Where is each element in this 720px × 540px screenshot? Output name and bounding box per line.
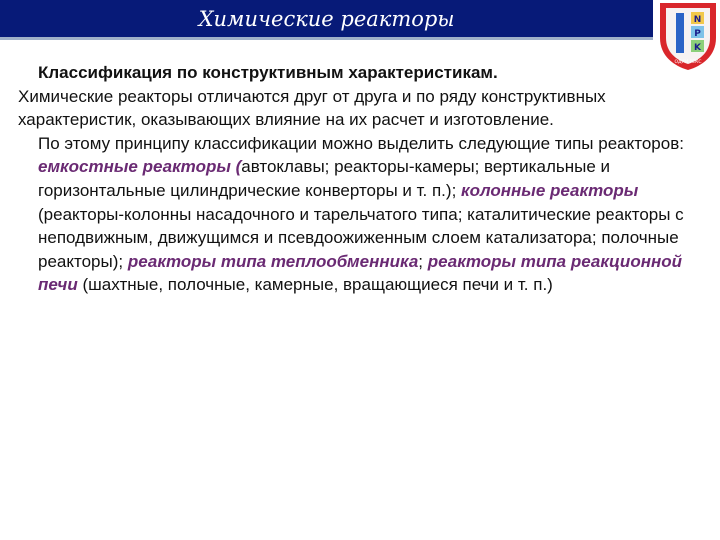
type-capacitive-reactors: емкостные реакторы (: [38, 157, 242, 177]
logo-caption: ОДУМ РЕКС: [674, 60, 702, 65]
types-paragraph: [18, 132, 708, 297]
slide-title: Химические реакторы: [198, 7, 455, 31]
logo-letter-n: N: [693, 15, 702, 25]
type-heat-exchanger-reactors: реакторы типа теплообменника: [127, 251, 419, 271]
type-column-reactors: колонные реакторы: [461, 180, 639, 200]
types-intro: По этому принципу классификации можно выделить следующие типы реакторов:: [38, 133, 684, 153]
classification-heading: Классификация по конструктивным характеристикам.: [38, 63, 498, 82]
type-separator: ;: [418, 251, 428, 271]
logo-letter-k: K: [694, 43, 701, 53]
logo-letter-p: P: [694, 29, 701, 39]
type-column-desc: (реакторы-колонны насадочного и тарельчатого типа; каталитические реакторы с неподвижным, движущимся и псевдоожиженным слоем катализатора; полочные реакторы);: [38, 204, 684, 271]
type-furnace-reactors: реакторы типа реакционной печи: [38, 251, 683, 295]
intro-paragraph: Химические реакторы отличаются друг от друга и по ряду конструктивных характеристик, оказывающих влияние на их расчет и изготовление.: [18, 86, 606, 130]
type-furnace-desc: (шахтные, полочные, камерные, вращающиеся печи и т. п.): [77, 275, 553, 295]
slide-body: [18, 61, 708, 297]
type-capacitive-desc: автоклавы; реакторы-камеры; вертикальные и горизонтальные цилиндрические конверторы и т. п.);: [38, 157, 610, 200]
